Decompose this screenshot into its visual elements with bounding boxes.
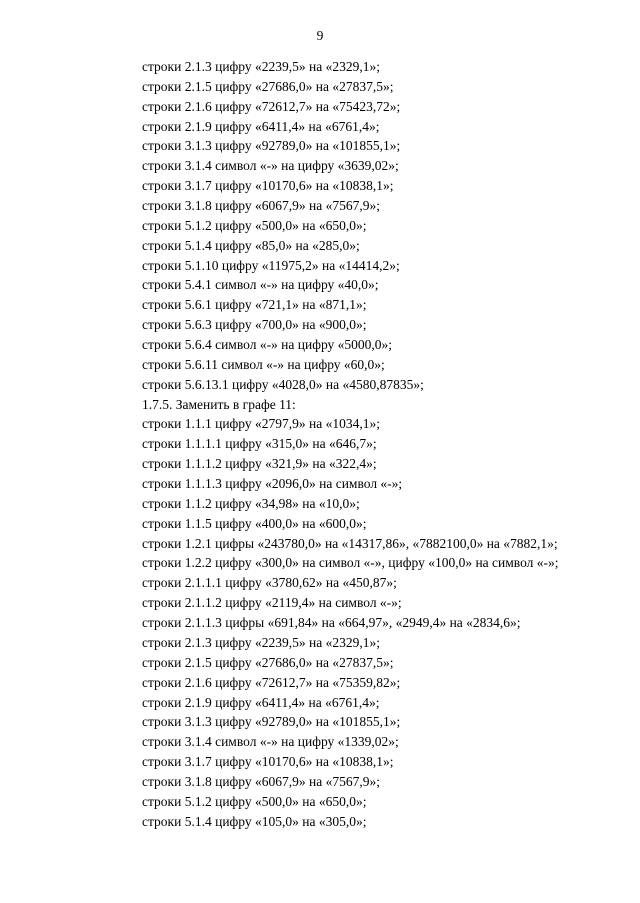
section-heading: 1.7.5. Заменить в графе 11: [142, 396, 296, 412]
amendment-line: строки 5.1.4 цифру «85,0» на «285,0»; [142, 237, 360, 253]
amendment-line: строки 3.1.4 символ «-» на цифру «3639,02»; [142, 158, 399, 174]
amendment-line: строки 1.2.2 цифру «300,0» на символ «-», цифру «100,0» на символ «-»; [142, 555, 559, 571]
amendment-line: строки 2.1.3 цифру «2239,5» на «2329,1»; [142, 59, 380, 74]
amendment-line: строки 2.1.5 цифру «27686,0» на «27837,5»; [142, 654, 394, 670]
amendment-line: строки 5.1.4 цифру «105,0» на «305,0»; [142, 813, 367, 829]
amendment-line: строки 2.1.1.1 цифру «3780,62» на «450,87»; [142, 575, 397, 591]
amendment-line: строки 5.6.3 цифру «700,0» на «900,0»; [142, 317, 367, 333]
amendment-line: строки 3.1.8 цифру «6067,9» на «7567,9»; [142, 773, 380, 789]
amendment-line: строки 1.1.2 цифру «34,98» на «10,0»; [142, 495, 360, 511]
amendment-line: строки 3.1.7 цифру «10170,6» на «10838,1»; [142, 178, 394, 194]
amendment-line: строки 1.1.1.1 цифру «315,0» на «646,7»; [142, 436, 377, 452]
amendment-line: строки 2.1.6 цифру «72612,7» на «75423,72»; [142, 98, 401, 114]
page-number: 9 [316, 28, 324, 43]
amendment-line: строки 2.1.9 цифру «6411,4» на «6761,4»; [142, 694, 380, 710]
amendment-line: строки 1.1.5 цифру «400,0» на «600,0»; [142, 515, 367, 531]
amendment-line: строки 5.6.1 цифру «721,1» на «871,1»; [142, 297, 367, 313]
amendment-line: строки 5.6.4 символ «-» на цифру «5000,0»; [142, 337, 393, 353]
amendment-line: строки 2.1.1.3 цифры «691,84» на «664,97», «2949,4» на «2834,6»; [142, 615, 521, 631]
amendment-line: строки 3.1.4 символ «-» на цифру «1339,02»; [142, 734, 399, 750]
amendment-line: строки 5.1.2 цифру «500,0» на «650,0»; [142, 793, 367, 809]
amendment-line: строки 2.1.1.2 цифру «2119,4» на символ «-»; [142, 595, 402, 611]
amendment-line: строки 3.1.3 цифру «92789,0» на «101855,1»; [142, 138, 401, 154]
amendment-line: строки 1.2.1 цифры «243780,0» на «14317,86», «7882100,0» на «7882,1»; [142, 535, 558, 551]
amendment-line: строки 5.6.13.1 цифру «4028,0» на «4580,87835»; [142, 376, 424, 392]
amendment-line: строки 5.4.1 символ «-» на цифру «40,0»; [142, 277, 379, 293]
amendment-line: строки 2.1.9 цифру «6411,4» на «6761,4»; [142, 118, 380, 134]
amendment-line: строки 5.6.11 символ «-» на цифру «60,0»; [142, 356, 385, 372]
amendment-line: строки 3.1.7 цифру «10170,6» на «10838,1»; [142, 754, 394, 770]
amendment-line: строки 5.1.2 цифру «500,0» на «650,0»; [142, 217, 367, 233]
amendment-line: строки 1.1.1.2 цифру «321,9» на «322,4»; [142, 456, 377, 472]
amendment-line: строки 2.1.3 цифру «2239,5» на «2329,1»; [142, 634, 380, 650]
amendment-line: строки 3.1.8 цифру «6067,9» на «7567,9»; [142, 198, 380, 214]
amendment-line: строки 2.1.5 цифру «27686,0» на «27837,5»; [142, 78, 394, 94]
amendment-line: строки 1.1.1.3 цифру «2096,0» на символ «-»; [142, 476, 403, 492]
amendment-line: строки 1.1.1 цифру «2797,9» на «1034,1»; [142, 416, 380, 432]
amendment-line: строки 5.1.10 цифру «11975,2» на «14414,2»; [142, 257, 400, 273]
amendment-line: строки 3.1.3 цифру «92789,0» на «101855,1»; [142, 714, 401, 730]
amendment-line: строки 2.1.6 цифру «72612,7» на «75359,82»; [142, 674, 401, 690]
document-body [142, 57, 622, 832]
